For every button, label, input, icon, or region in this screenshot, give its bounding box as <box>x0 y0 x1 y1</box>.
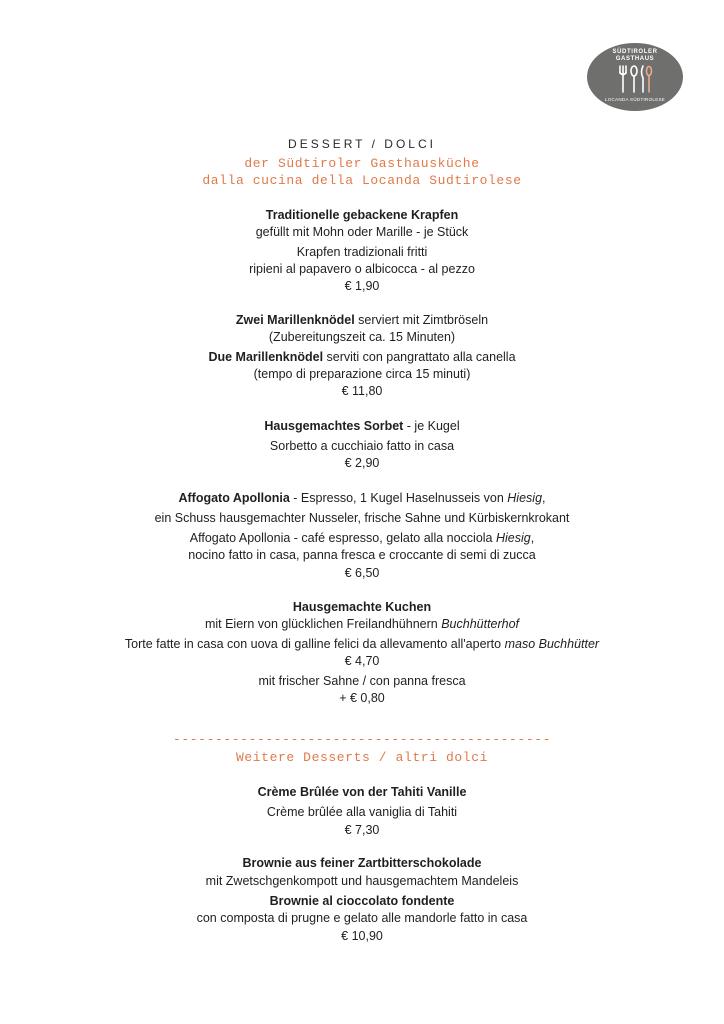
page-title: DESSERT / DOLCI <box>288 137 436 151</box>
affogato-brand-it: Hiesig <box>496 531 531 545</box>
affogato-desc-it-1-end: , <box>530 531 535 545</box>
affogato-desc-it-1: Affogato Apollonia - café espresso, gelato alla nocciola <box>189 531 496 545</box>
creme-name-de: Crème Brûlée von der Tahiti Vanille <box>257 785 467 799</box>
affogato-line-de-1 <box>0 490 724 506</box>
krapfen-desc-it: ripieni al papavero o albicocca - al pezzo <box>249 262 475 276</box>
affogato-desc-de-2: ein Schuss hausgemachter Nusseler, frische Sahne und Kürbiskernkrokant <box>154 511 570 525</box>
brownie-name-it: Brownie al cioccolato fondente <box>269 894 455 908</box>
affogato-desc-it-2: nocino fatto in casa, panna fresca e croccante di semi di zucca <box>188 548 536 562</box>
subtitle-it: dalla cucina della Locanda Sudtirolese <box>202 173 522 188</box>
sorbet-name-it: Sorbetto a cucchiaio fatto in casa <box>269 439 455 453</box>
brownie-desc-de: mit Zwetschgenkompott und hausgemachtem Mandeleis <box>205 874 519 888</box>
logo-line1: SÜDTIROLER <box>612 49 658 55</box>
kuchen-line-de <box>0 616 724 632</box>
sorbet-desc-de: - je Kugel <box>403 419 460 433</box>
brownie-desc-it: con composta di prugne e gelato alle mandorle fatto in casa <box>196 911 528 925</box>
creme-price: € 7,30 <box>344 823 380 837</box>
logo-line2: GASTHAUS <box>615 56 655 62</box>
logo <box>587 43 683 111</box>
subtitle-de: der Südtiroler Gasthausküche <box>244 156 480 171</box>
kuchen-price: € 4,70 <box>344 654 380 668</box>
affogato-desc-de-1-end: , <box>542 491 546 505</box>
kuchen-farm-de: Buchhütterhof <box>441 617 520 631</box>
kuchen-line-it <box>0 636 724 652</box>
affogato-name-de: Affogato Apollonia <box>178 491 290 505</box>
knoedel-note-it: (tempo di preparazione circa 15 minuti) <box>253 367 471 381</box>
affogato-price: € 6,50 <box>344 566 380 580</box>
affogato-brand-de: Hiesig <box>507 491 543 505</box>
kuchen-extra: mit frischer Sahne / con panna fresca <box>258 674 466 688</box>
logo-line3: LOCANDA SÜDTIROLESE <box>604 97 666 102</box>
knoedel-desc-it: serviti con pangrattato alla canella <box>323 350 516 364</box>
krapfen-name-de: Traditionelle gebackene Krapfen <box>265 208 459 222</box>
section-divider: --------------------------------------------- <box>172 732 552 747</box>
brownie-price: € 10,90 <box>341 929 383 943</box>
krapfen-desc-de: gefüllt mit Mohn oder Marille - je Stück <box>255 225 469 239</box>
knoedel-line-it <box>0 349 724 365</box>
sorbet-line-de <box>0 418 724 434</box>
sorbet-name-de: Hausgemachtes Sorbet <box>264 419 404 433</box>
knoedel-name-de: Zwei Marillenknödel <box>235 313 355 327</box>
krapfen-price: € 1,90 <box>344 279 380 293</box>
brownie-name-de: Brownie aus feiner Zartbitterschokolade <box>242 856 482 870</box>
kuchen-extra-price: + € 0,80 <box>339 691 385 705</box>
kuchen-farm-it: maso Buchhütter <box>504 637 600 651</box>
knoedel-price: € 11,80 <box>341 384 383 398</box>
knoedel-note-de: (Zubereitungszeit ca. 15 Minuten) <box>268 330 456 344</box>
kuchen-name-de: Hausgemachte Kuchen <box>292 600 432 614</box>
knoedel-desc-de: serviert mit Zimtbröseln <box>354 313 489 327</box>
affogato-desc-de-1: - Espresso, 1 Kugel Haselnusseis von <box>289 491 508 505</box>
creme-name-it: Crème brûlée alla vaniglia di Tahiti <box>266 805 458 819</box>
sorbet-price: € 2,90 <box>344 456 380 470</box>
cutlery-icon <box>617 64 653 94</box>
krapfen-name-it: Krapfen tradizionali fritti <box>296 245 428 259</box>
kuchen-desc-it: Torte fatte in casa con uova di galline felici da allevamento all'aperto <box>124 637 505 651</box>
affogato-line-it-1 <box>0 530 724 546</box>
kuchen-desc-de: mit Eiern von glücklichen Freilandhühnern <box>204 617 442 631</box>
knoedel-line-de <box>0 312 724 328</box>
more-title: Weitere Desserts / altri dolci <box>235 750 489 765</box>
knoedel-name-it: Due Marillenknödel <box>208 350 324 364</box>
